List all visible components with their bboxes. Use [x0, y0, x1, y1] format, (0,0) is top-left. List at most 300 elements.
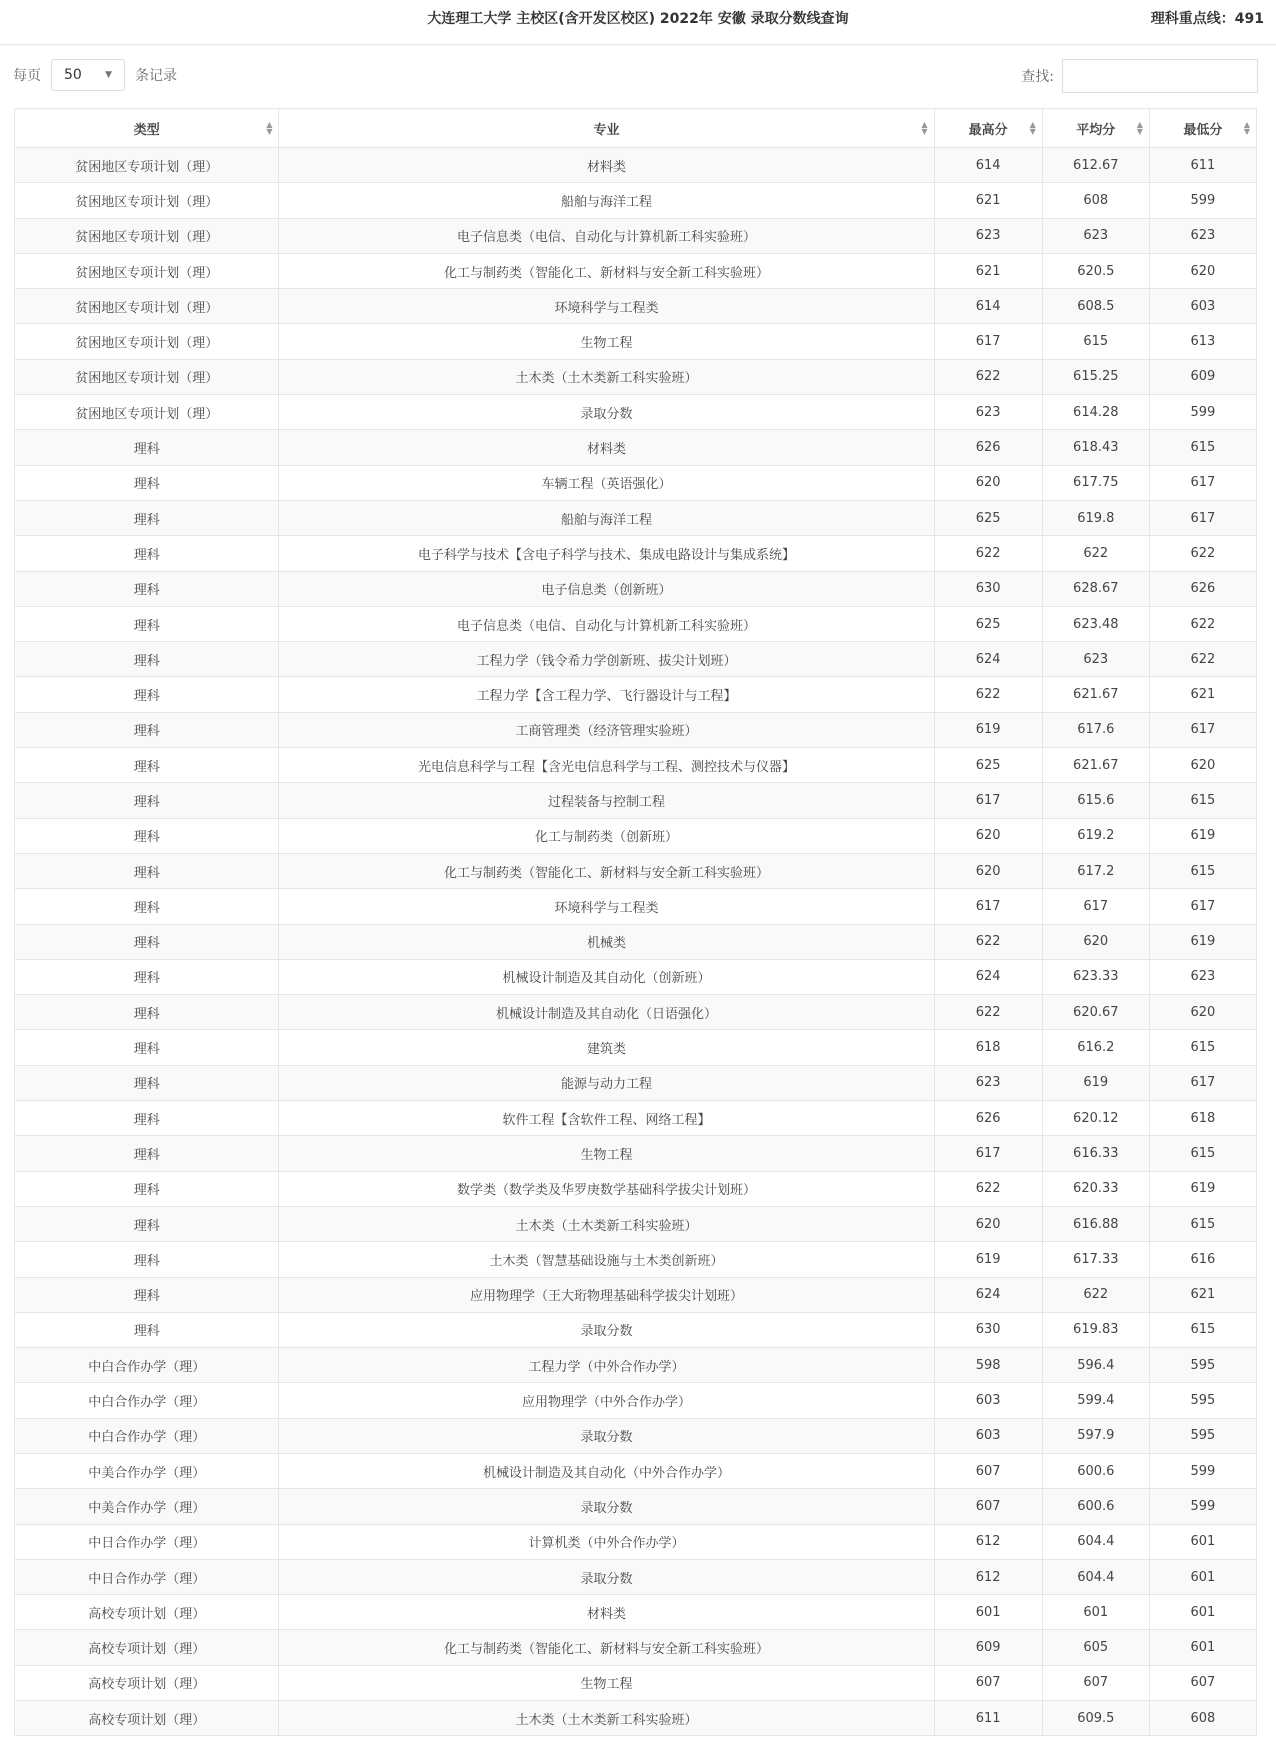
column-header-label: 最高分 [968, 122, 1008, 138]
cell-avg-score: 600.6 [1042, 1453, 1149, 1488]
cell-avg-score: 620.5 [1042, 253, 1149, 288]
score-table [14, 108, 1257, 1736]
cell-max-score: 623 [934, 1065, 1042, 1100]
cell-major: 机械设计制造及其自动化（中外合作办学） [279, 1453, 934, 1488]
cell-avg-score: 601 [1042, 1595, 1149, 1630]
cell-avg-score: 605 [1042, 1630, 1149, 1665]
cell-min-score: 599 [1149, 183, 1256, 218]
cell-min-score: 595 [1149, 1348, 1256, 1383]
cell-type: 理科 [15, 571, 279, 606]
cell-min-score: 619 [1149, 1171, 1256, 1206]
cell-type: 理科 [15, 818, 279, 853]
cell-max-score: 625 [934, 500, 1042, 535]
cell-major: 船舶与海洋工程 [279, 183, 934, 218]
cell-major: 应用物理学（王大珩物理基础科学拔尖计划班） [279, 1277, 934, 1312]
cell-avg-score: 608.5 [1042, 289, 1149, 324]
cell-type: 中白合作办学（理） [15, 1383, 279, 1418]
cell-min-score: 621 [1149, 677, 1256, 712]
cell-type: 中白合作办学（理） [15, 1348, 279, 1383]
cell-min-score: 619 [1149, 818, 1256, 853]
cell-type: 理科 [15, 1277, 279, 1312]
cell-avg-score: 619 [1042, 1065, 1149, 1100]
table-row [15, 606, 1257, 641]
cell-major: 土木类（土木类新工科实验班） [279, 1206, 934, 1241]
page-length-control [13, 59, 177, 91]
cell-avg-score: 620.33 [1042, 1171, 1149, 1206]
cell-max-score: 625 [934, 606, 1042, 641]
cell-max-score: 623 [934, 395, 1042, 430]
table-row [15, 783, 1257, 818]
cell-major: 录取分数 [279, 1559, 934, 1594]
table-row [15, 1665, 1257, 1700]
cell-min-score: 599 [1149, 1453, 1256, 1488]
cell-avg-score: 622 [1042, 536, 1149, 571]
cell-min-score: 617 [1149, 1065, 1256, 1100]
cell-major: 材料类 [279, 148, 934, 183]
cell-max-score: 620 [934, 1206, 1042, 1241]
table-row [15, 500, 1257, 535]
cell-min-score: 615 [1149, 1206, 1256, 1241]
cell-type: 中美合作办学（理） [15, 1489, 279, 1524]
cell-max-score: 622 [934, 536, 1042, 571]
table-row [15, 677, 1257, 712]
cell-major: 材料类 [279, 430, 934, 465]
table-row [15, 148, 1257, 183]
cell-type: 理科 [15, 889, 279, 924]
cell-min-score: 619 [1149, 924, 1256, 959]
cell-min-score: 615 [1149, 1136, 1256, 1171]
search-label: 查找: [1021, 69, 1054, 85]
page-length-value: 50 [64, 67, 82, 83]
column-header-avg[interactable] [1042, 109, 1149, 148]
cell-type: 中日合作办学（理） [15, 1524, 279, 1559]
cell-major: 生物工程 [279, 1665, 934, 1700]
cell-min-score: 621 [1149, 1277, 1256, 1312]
cell-major: 化工与制药类（智能化工、新材料与安全新工科实验班） [279, 253, 934, 288]
cell-max-score: 630 [934, 571, 1042, 606]
table-row [15, 1701, 1257, 1736]
cell-min-score: 615 [1149, 853, 1256, 888]
cell-type: 贫困地区专项计划（理） [15, 324, 279, 359]
cell-type: 理科 [15, 1312, 279, 1347]
cell-max-score: 620 [934, 465, 1042, 500]
cell-max-score: 624 [934, 959, 1042, 994]
page-title: 大连理工大学 主校区(含开发区校区) 2022年 安徽 录取分数线查询 [427, 11, 849, 27]
cell-min-score: 623 [1149, 959, 1256, 994]
cell-avg-score: 607 [1042, 1665, 1149, 1700]
cell-min-score: 617 [1149, 889, 1256, 924]
cell-max-score: 623 [934, 218, 1042, 253]
cell-max-score: 626 [934, 1101, 1042, 1136]
table-row [15, 1630, 1257, 1665]
cell-type: 理科 [15, 430, 279, 465]
cell-avg-score: 616.88 [1042, 1206, 1149, 1241]
cell-min-score: 617 [1149, 712, 1256, 747]
cell-max-score: 617 [934, 1136, 1042, 1171]
cell-min-score: 620 [1149, 253, 1256, 288]
cell-avg-score: 623.48 [1042, 606, 1149, 641]
cell-max-score: 614 [934, 289, 1042, 324]
cell-avg-score: 617.33 [1042, 1242, 1149, 1277]
table-row [15, 1312, 1257, 1347]
cell-max-score: 618 [934, 1030, 1042, 1065]
cell-min-score: 601 [1149, 1595, 1256, 1630]
cell-major: 土木类（土木类新工科实验班） [279, 1701, 934, 1736]
cell-type: 贫困地区专项计划（理） [15, 359, 279, 394]
cell-major: 光电信息科学与工程【含光电信息科学与工程、测控技术与仪器】 [279, 748, 934, 783]
cell-type: 理科 [15, 712, 279, 747]
perpage-suffix: 条记录 [135, 68, 177, 84]
cell-avg-score: 628.67 [1042, 571, 1149, 606]
cell-max-score: 621 [934, 183, 1042, 218]
cell-type: 贫困地区专项计划（理） [15, 289, 279, 324]
cell-min-score: 626 [1149, 571, 1256, 606]
table-row [15, 465, 1257, 500]
cell-avg-score: 596.4 [1042, 1348, 1149, 1383]
cell-max-score: 607 [934, 1453, 1042, 1488]
cell-min-score: 613 [1149, 324, 1256, 359]
sort-icon: ▲ ▼ [921, 120, 928, 136]
cell-min-score: 609 [1149, 359, 1256, 394]
cell-type: 理科 [15, 500, 279, 535]
cell-avg-score: 621.67 [1042, 748, 1149, 783]
perpage-prefix: 每页 [13, 68, 41, 84]
cell-min-score: 618 [1149, 1101, 1256, 1136]
table-row [15, 995, 1257, 1030]
key-line-value: 491 [1234, 11, 1264, 27]
cell-max-score: 624 [934, 642, 1042, 677]
cell-max-score: 601 [934, 1595, 1042, 1630]
cell-avg-score: 619.83 [1042, 1312, 1149, 1347]
column-header-major[interactable] [279, 109, 934, 148]
cell-max-score: 614 [934, 148, 1042, 183]
cell-max-score: 598 [934, 1348, 1042, 1383]
cell-type: 中日合作办学（理） [15, 1559, 279, 1594]
cell-max-score: 622 [934, 924, 1042, 959]
cell-avg-score: 616.2 [1042, 1030, 1149, 1065]
cell-max-score: 609 [934, 1630, 1042, 1665]
cell-min-score: 599 [1149, 1489, 1256, 1524]
cell-type: 理科 [15, 1030, 279, 1065]
cell-min-score: 601 [1149, 1630, 1256, 1665]
cell-major: 数学类（数学类及华罗庚数学基础科学拔尖计划班） [279, 1171, 934, 1206]
cell-type: 理科 [15, 1065, 279, 1100]
cell-max-score: 612 [934, 1524, 1042, 1559]
cell-type: 理科 [15, 536, 279, 571]
column-header-label: 类型 [133, 122, 160, 138]
cell-avg-score: 617.2 [1042, 853, 1149, 888]
column-header-type[interactable] [15, 109, 279, 148]
table-row [15, 1136, 1257, 1171]
column-header-label: 平均分 [1076, 122, 1116, 138]
cell-type: 中白合作办学（理） [15, 1418, 279, 1453]
cell-type: 理科 [15, 606, 279, 641]
cell-type: 理科 [15, 1206, 279, 1241]
cell-min-score: 616 [1149, 1242, 1256, 1277]
cell-max-score: 607 [934, 1489, 1042, 1524]
cell-type: 理科 [15, 642, 279, 677]
cell-max-score: 617 [934, 889, 1042, 924]
sort-icon: ▲ ▼ [1136, 120, 1143, 136]
table-row [15, 183, 1257, 218]
cell-min-score: 611 [1149, 148, 1256, 183]
cell-type: 高校专项计划（理） [15, 1595, 279, 1630]
table-row [15, 748, 1257, 783]
cell-max-score: 611 [934, 1701, 1042, 1736]
cell-major: 工程力学（钱令希力学创新班、拔尖计划班） [279, 642, 934, 677]
cell-type: 理科 [15, 783, 279, 818]
cell-min-score: 615 [1149, 430, 1256, 465]
table-row [15, 1242, 1257, 1277]
cell-avg-score: 600.6 [1042, 1489, 1149, 1524]
cell-min-score: 623 [1149, 218, 1256, 253]
cell-major: 生物工程 [279, 1136, 934, 1171]
table-row [15, 1101, 1257, 1136]
cell-max-score: 619 [934, 1242, 1042, 1277]
table-row [15, 359, 1257, 394]
cell-major: 录取分数 [279, 1312, 934, 1347]
cell-max-score: 624 [934, 1277, 1042, 1312]
table-row [15, 889, 1257, 924]
table-row [15, 571, 1257, 606]
cell-major: 过程装备与控制工程 [279, 783, 934, 818]
cell-avg-score: 618.43 [1042, 430, 1149, 465]
cell-type: 理科 [15, 677, 279, 712]
cell-major: 机械类 [279, 924, 934, 959]
cell-min-score: 599 [1149, 395, 1256, 430]
cell-max-score: 607 [934, 1665, 1042, 1700]
table-row [15, 289, 1257, 324]
cell-min-score: 601 [1149, 1524, 1256, 1559]
cell-min-score: 607 [1149, 1665, 1256, 1700]
cell-major: 应用物理学（中外合作办学） [279, 1383, 934, 1418]
table-row [15, 1171, 1257, 1206]
cell-min-score: 603 [1149, 289, 1256, 324]
cell-major: 机械设计制造及其自动化（日语强化） [279, 995, 934, 1030]
table-row [15, 1030, 1257, 1065]
sort-icon: ▲ ▼ [1029, 120, 1036, 136]
cell-avg-score: 604.4 [1042, 1559, 1149, 1594]
table-row [15, 1453, 1257, 1488]
table-row [15, 324, 1257, 359]
cell-max-score: 622 [934, 677, 1042, 712]
cell-type: 理科 [15, 853, 279, 888]
cell-avg-score: 623 [1042, 642, 1149, 677]
sort-icon: ▲ ▼ [266, 120, 273, 136]
cell-avg-score: 620.12 [1042, 1101, 1149, 1136]
table-row [15, 253, 1257, 288]
cell-avg-score: 617.75 [1042, 465, 1149, 500]
cell-type: 理科 [15, 959, 279, 994]
cell-major: 土木类（土木类新工科实验班） [279, 359, 934, 394]
table-body [15, 148, 1257, 1736]
cell-min-score: 615 [1149, 1312, 1256, 1347]
cell-major: 电子信息类（电信、自动化与计算机新工科实验班） [279, 218, 934, 253]
column-header-label: 专业 [593, 122, 620, 138]
cell-avg-score: 620 [1042, 924, 1149, 959]
table-row [15, 1595, 1257, 1630]
cell-avg-score: 608 [1042, 183, 1149, 218]
page-length-select[interactable] [51, 59, 125, 91]
cell-type: 理科 [15, 1171, 279, 1206]
cell-major: 工程力学（中外合作办学） [279, 1348, 934, 1383]
cell-max-score: 626 [934, 430, 1042, 465]
table-row [15, 818, 1257, 853]
search-control [1021, 59, 1258, 93]
cell-major: 建筑类 [279, 1030, 934, 1065]
cell-type: 理科 [15, 1101, 279, 1136]
cell-major: 化工与制药类（智能化工、新材料与安全新工科实验班） [279, 853, 934, 888]
table-row [15, 642, 1257, 677]
cell-major: 计算机类（中外合作办学） [279, 1524, 934, 1559]
table-row [15, 536, 1257, 571]
column-header-max[interactable] [934, 109, 1042, 148]
cell-avg-score: 619.8 [1042, 500, 1149, 535]
cell-major: 材料类 [279, 1595, 934, 1630]
cell-max-score: 617 [934, 324, 1042, 359]
table-row [15, 218, 1257, 253]
cell-avg-score: 615 [1042, 324, 1149, 359]
cell-max-score: 622 [934, 1171, 1042, 1206]
table-row [15, 924, 1257, 959]
key-line-info [1151, 8, 1264, 28]
cell-major: 能源与动力工程 [279, 1065, 934, 1100]
cell-type: 理科 [15, 1242, 279, 1277]
cell-min-score: 622 [1149, 536, 1256, 571]
cell-max-score: 603 [934, 1383, 1042, 1418]
cell-avg-score: 604.4 [1042, 1524, 1149, 1559]
table-row [15, 430, 1257, 465]
cell-avg-score: 615.25 [1042, 359, 1149, 394]
table-row [15, 1383, 1257, 1418]
cell-avg-score: 615.6 [1042, 783, 1149, 818]
cell-min-score: 601 [1149, 1559, 1256, 1594]
cell-major: 电子信息类（创新班） [279, 571, 934, 606]
cell-max-score: 619 [934, 712, 1042, 747]
cell-avg-score: 612.67 [1042, 148, 1149, 183]
cell-min-score: 615 [1149, 783, 1256, 818]
cell-major: 环境科学与工程类 [279, 289, 934, 324]
cell-max-score: 621 [934, 253, 1042, 288]
cell-min-score: 615 [1149, 1030, 1256, 1065]
table-row [15, 1065, 1257, 1100]
cell-major: 工程力学【含工程力学、飞行器设计与工程】 [279, 677, 934, 712]
table-row [15, 1489, 1257, 1524]
sort-icon: ▲ ▼ [1243, 120, 1250, 136]
cell-type: 理科 [15, 924, 279, 959]
cell-major: 船舶与海洋工程 [279, 500, 934, 535]
cell-max-score: 622 [934, 995, 1042, 1030]
cell-min-score: 595 [1149, 1383, 1256, 1418]
cell-major: 土木类（智慧基础设施与土木类创新班） [279, 1242, 934, 1277]
cell-type: 理科 [15, 748, 279, 783]
cell-major: 工商管理类（经济管理实验班） [279, 712, 934, 747]
table-row [15, 1206, 1257, 1241]
cell-min-score: 595 [1149, 1418, 1256, 1453]
table-row [15, 1418, 1257, 1453]
table-row [15, 959, 1257, 994]
table-row [15, 712, 1257, 747]
cell-type: 高校专项计划（理） [15, 1701, 279, 1736]
table-row [15, 1277, 1257, 1312]
cell-major: 录取分数 [279, 395, 934, 430]
cell-avg-score: 617.6 [1042, 712, 1149, 747]
cell-avg-score: 619.2 [1042, 818, 1149, 853]
cell-major: 机械设计制造及其自动化（创新班） [279, 959, 934, 994]
cell-avg-score: 623.33 [1042, 959, 1149, 994]
cell-type: 高校专项计划（理） [15, 1630, 279, 1665]
cell-max-score: 622 [934, 359, 1042, 394]
cell-min-score: 622 [1149, 642, 1256, 677]
cell-major: 生物工程 [279, 324, 934, 359]
cell-min-score: 617 [1149, 500, 1256, 535]
cell-major: 化工与制药类（智能化工、新材料与安全新工科实验班） [279, 1630, 934, 1665]
cell-max-score: 612 [934, 1559, 1042, 1594]
cell-avg-score: 620.67 [1042, 995, 1149, 1030]
cell-max-score: 625 [934, 748, 1042, 783]
cell-avg-score: 609.5 [1042, 1701, 1149, 1736]
cell-min-score: 608 [1149, 1701, 1256, 1736]
cell-max-score: 620 [934, 818, 1042, 853]
cell-type: 高校专项计划（理） [15, 1665, 279, 1700]
cell-avg-score: 617 [1042, 889, 1149, 924]
cell-avg-score: 622 [1042, 1277, 1149, 1312]
page-header [0, 0, 1276, 45]
cell-major: 录取分数 [279, 1489, 934, 1524]
table-row [15, 1559, 1257, 1594]
cell-min-score: 622 [1149, 606, 1256, 641]
cell-type: 贫困地区专项计划（理） [15, 253, 279, 288]
table-row [15, 395, 1257, 430]
cell-type: 理科 [15, 995, 279, 1030]
cell-avg-score: 599.4 [1042, 1383, 1149, 1418]
cell-max-score: 617 [934, 783, 1042, 818]
column-header-label: 最低分 [1183, 122, 1223, 138]
cell-max-score: 603 [934, 1418, 1042, 1453]
caret-down-icon: ▼ [105, 70, 112, 80]
cell-major: 化工与制药类（创新班） [279, 818, 934, 853]
cell-major: 电子信息类（电信、自动化与计算机新工科实验班） [279, 606, 934, 641]
cell-type: 贫困地区专项计划（理） [15, 395, 279, 430]
cell-avg-score: 614.28 [1042, 395, 1149, 430]
cell-major: 环境科学与工程类 [279, 889, 934, 924]
table-row [15, 853, 1257, 888]
column-header-min[interactable] [1149, 109, 1256, 148]
search-input[interactable] [1062, 59, 1258, 93]
cell-major: 软件工程【含软件工程、网络工程】 [279, 1101, 934, 1136]
table-header-row [15, 109, 1257, 148]
cell-major: 车辆工程（英语强化） [279, 465, 934, 500]
cell-type: 贫困地区专项计划（理） [15, 183, 279, 218]
cell-major: 电子科学与技术【含电子科学与技术、集成电路设计与集成系统】 [279, 536, 934, 571]
cell-avg-score: 623 [1042, 218, 1149, 253]
cell-major: 录取分数 [279, 1418, 934, 1453]
table-row [15, 1524, 1257, 1559]
table-row [15, 1348, 1257, 1383]
cell-avg-score: 616.33 [1042, 1136, 1149, 1171]
cell-type: 理科 [15, 1136, 279, 1171]
cell-avg-score: 597.9 [1042, 1418, 1149, 1453]
cell-min-score: 620 [1149, 748, 1256, 783]
key-line-label: 理科重点线： [1150, 11, 1235, 27]
table-controls [0, 45, 1276, 107]
cell-max-score: 630 [934, 1312, 1042, 1347]
cell-type: 贫困地区专项计划（理） [15, 148, 279, 183]
cell-type: 理科 [15, 465, 279, 500]
cell-min-score: 620 [1149, 995, 1256, 1030]
cell-min-score: 617 [1149, 465, 1256, 500]
cell-avg-score: 621.67 [1042, 677, 1149, 712]
